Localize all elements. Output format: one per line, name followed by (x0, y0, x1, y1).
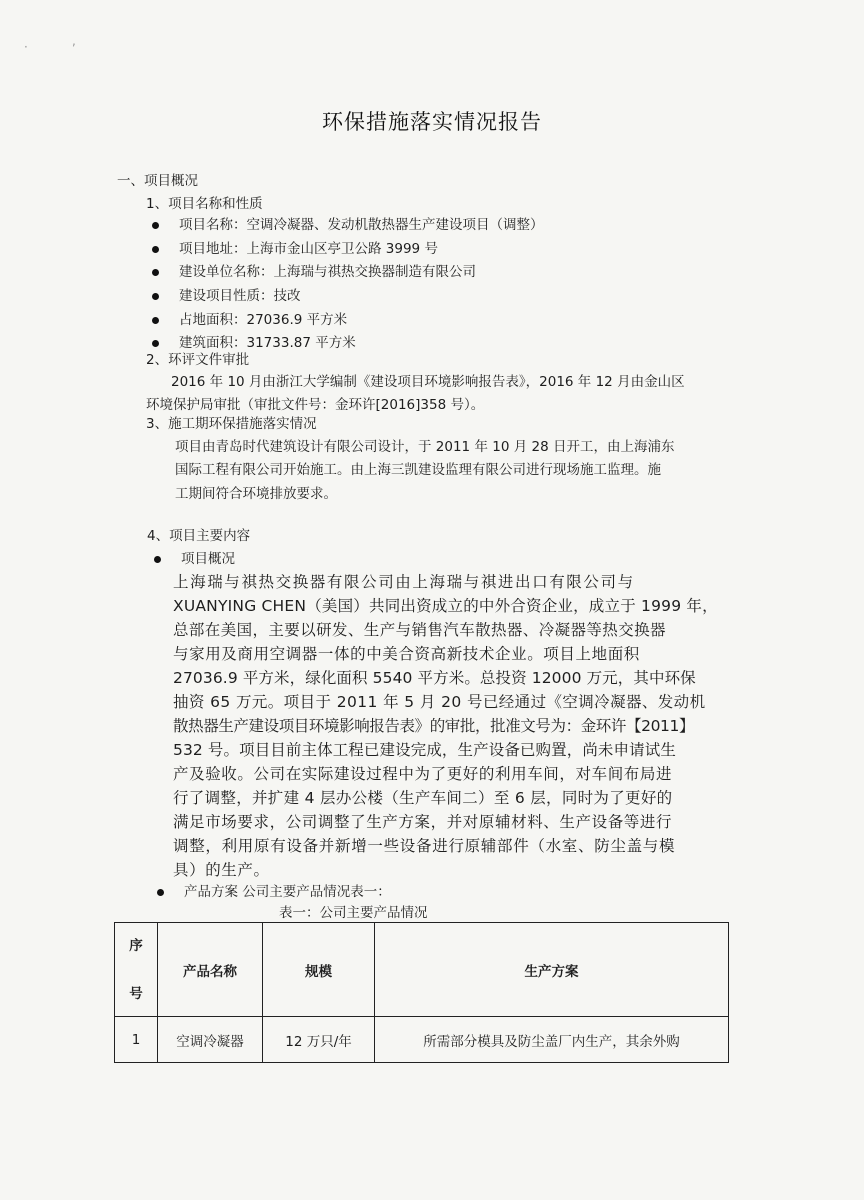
column-header-scale: 规模 (263, 923, 375, 1017)
paragraph-line: 行了调整，并扩建 4 层办公楼（生产车间二）至 6 层，同时为了更好的 (173, 789, 673, 807)
paragraph-line: 散热器生产建设项目环境影响报告表》的审批，批准文号为：金环许【2011】 (173, 717, 695, 735)
page-title: 环保措施落实情况报告 (322, 110, 542, 134)
subsection-heading: 2、环评文件审批 (146, 352, 250, 368)
column-header-seq-bottom: 号 (129, 985, 143, 1002)
list-item: 项目地址：上海市金山区亭卫公路 3999 号 (179, 241, 438, 257)
table-header-row (115, 923, 729, 1017)
list-item: 项目名称：空调冷凝器、发动机散热器生产建设项目（调整） (179, 217, 544, 233)
paragraph-line: 具）的生产。 (173, 861, 270, 879)
scan-speck: , (72, 34, 76, 48)
subsection-heading: 4、项目主要内容 (147, 528, 251, 544)
product-table (114, 922, 729, 1063)
paragraph-line: 上海瑞与祺热交换器有限公司由上海瑞与祺进出口有限公司与 (173, 573, 635, 591)
paragraph-line: XUANYING CHEN（美国）共同出资成立的中外合资企业，成立于 1999 年， (173, 597, 718, 615)
table-cell: 12 万只/年 (263, 1017, 375, 1063)
paragraph-line: 调整，利用原有设备并新增一些设备进行原辅部件（水室、防尘盖与模 (173, 837, 676, 855)
subsection-heading: 3、施工期环保措施落实情况 (146, 416, 317, 432)
list-item: 项目概况 (181, 551, 235, 567)
list-item: 建筑面积：31733.87 平方米 (179, 335, 356, 351)
list-item: 产品方案 公司主要产品情况表一： (184, 884, 391, 900)
project-overview-paragraph (173, 570, 733, 882)
scan-speck: · (24, 40, 28, 54)
paragraph-line: 抽资 65 万元。项目于 2011 年 5 月 20 号已经通过《空调冷凝器、发动机 (173, 693, 706, 711)
paragraph-line: 532 号。项目目前主体工程已建设完成，生产设备已购置，尚未申请试生 (173, 741, 676, 759)
table-cell: 所需部分模具及防尘盖厂内生产，其余外购 (375, 1017, 729, 1063)
subsection-heading: 1、项目名称和性质 (146, 196, 263, 212)
column-header-plan: 生产方案 (375, 923, 729, 1017)
paragraph-line: 总部在美国，主要以研发、生产与销售汽车散热器、冷凝器等热交换器 (173, 621, 666, 639)
paragraph-line: 国际工程有限公司开始施工。由上海三凯建设监理有限公司进行现场施工监理。施 (175, 462, 661, 478)
paragraph-line: 与家用及商用空调器一体的中美合资高新技术企业。项目上地面积 (173, 645, 640, 663)
paragraph-line: 2016 年 10 月由浙江大学编制《建设项目环境影响报告表》，2016 年 12 月由金山区 (171, 374, 685, 390)
table-cell: 空调冷凝器 (158, 1017, 263, 1063)
section-heading: 一、项目概况 (117, 173, 198, 189)
paragraph-line: 环境保护局审批（审批文件号：金环许[2016]358 号）。 (146, 397, 485, 413)
paragraph-line: 项目由青岛时代建筑设计有限公司设计，于 2011 年 10 月 28 日开工，由上海浦东 (175, 439, 675, 455)
list-item: 占地面积：27036.9 平方米 (179, 312, 348, 328)
paragraph-line: 满足市场要求，公司调整了生产方案，并对原辅材料、生产设备等进行 (173, 813, 673, 831)
table-cell: 1 (115, 1017, 158, 1063)
list-item: 建设单位名称：上海瑞与祺热交换器制造有限公司 (179, 264, 476, 280)
column-header-seq-top: 序 (129, 937, 143, 954)
table-row (115, 1017, 729, 1063)
column-header-name: 产品名称 (158, 923, 263, 1017)
paragraph-line: 27036.9 平方米，绿化面积 5540 平方米。总投资 12000 万元，其中环保 (173, 669, 696, 687)
table-caption: 表一：公司主要产品情况 (279, 905, 428, 921)
list-item: 建设项目性质：技改 (179, 288, 301, 304)
paragraph-line: 工期间符合环境排放要求。 (175, 486, 337, 502)
column-header-seq (115, 923, 158, 1017)
paragraph-line: 产及验收。公司在实际建设过程中为了更好的利用车间，对车间布局进 (173, 765, 673, 783)
